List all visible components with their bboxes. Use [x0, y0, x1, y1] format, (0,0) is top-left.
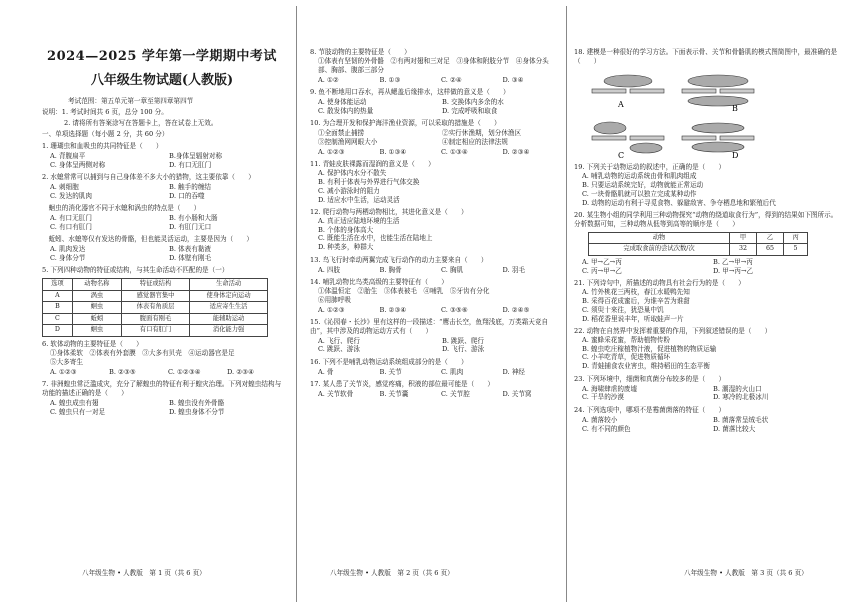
figure-label-d: D: [732, 150, 739, 160]
option-d: D. 稻花香里说丰年，听取蛙声一片: [582, 314, 684, 323]
option-c: C. ①②③④: [168, 367, 201, 376]
question-stem: 23. 下列环境中，细菌和真菌分布较多的是（ ）: [574, 374, 726, 383]
question-4: [42, 235, 282, 263]
muscle-model-c: [588, 116, 668, 160]
section-heading: 一、单项选择题（每小题 2 分，共 60 分）: [42, 129, 169, 138]
exam-note-2: 2. 请将所有答案涂写在答题卡上，答在试卷上无效。: [64, 118, 218, 127]
option-b: B. 采得百花成蜜后，为谁辛苦为谁甜: [582, 296, 690, 305]
option-a: A. 保护体内水分不散失: [318, 168, 387, 177]
question-3: [42, 204, 282, 232]
question-stem: 6. 软体动物的主要特征是（ ）: [42, 340, 143, 349]
option-b: B. 关节囊: [379, 389, 409, 398]
option-c: C. 跳跃、游泳: [318, 345, 360, 354]
question-stem: 10. 为合理开发和保护海洋渔业资源，可以采取的措施是（ ）: [310, 119, 501, 128]
option-c: C. 减小游泳时的阻力: [318, 186, 380, 195]
question-12: [310, 208, 560, 252]
option-b: B. 胸骨: [379, 265, 402, 274]
question-stem: 20. 某生物小组的同学利用三种动物探究“动物的绕道取食行为”，得到的结果如下图所示。分析数据可知，三种动物从低等到高等的顺序是（ ）: [574, 211, 838, 228]
option-b: B. ①③④: [379, 147, 407, 156]
question-2: [42, 173, 282, 201]
option-d: D. 体壁有刚毛: [169, 254, 212, 263]
option-a: A. 甲→乙→丙: [582, 257, 622, 266]
option-b: B. ②③④: [379, 305, 407, 314]
question-stem: 12. 爬行动物与两栖动物相比，其进化意义是（ ）: [310, 207, 468, 216]
muscle-model-d: [678, 116, 758, 160]
option-b: B. 有小肠和大肠: [169, 214, 218, 223]
option-a: A. 哺乳动物的运动系统由骨和肌肉组成: [582, 172, 697, 181]
option-c: C. ①③④: [441, 147, 468, 156]
option-d: D. 有口无肛门: [169, 160, 212, 169]
option-c: C. 一块骨骼肌就可以独立完成某种动作: [582, 189, 697, 198]
question-items: ①体表有坚韧的外骨骼 ②有两对翅和三对足 ③身体和附肢分节 ④身体分头部、胸部、腹部三部分: [318, 56, 549, 74]
question-stem: 7. 非洲蝗虫常泛滥成灾，充分了解蝗虫的特征有利于蝗灾治理。下列对蝗虫结构与功能的描述正确的是（ ）: [42, 380, 282, 397]
exam-title: 2024—2025 学年第一学期期中考试: [47, 49, 277, 64]
table-cell: 涡虫: [72, 290, 121, 302]
option-d: D. 飞行、游泳: [442, 345, 485, 354]
option-b: B. 跳跃、爬行: [442, 336, 485, 345]
option-c: C. 身体呈两侧对称: [50, 160, 106, 169]
option-c: C. ②④: [441, 75, 462, 84]
q20-table: [588, 232, 808, 256]
option-d: D. 甲→丙→乙: [713, 266, 754, 275]
option-c: C. 肌肉: [441, 367, 464, 376]
option-a: A. ①②③: [50, 367, 77, 376]
option-c: C. 身体分节: [50, 254, 86, 263]
q5-table: [42, 278, 268, 337]
table-header-cell: 动物名称: [72, 279, 121, 291]
question-item: ②实行休渔期，划分休渔区: [442, 128, 522, 137]
question-stem: 15.《沁园春・长沙》里有这样的一段描述：“鹰击长空，鱼翔浅底，万类霜天竞自由”，其中涉及的动物运动方式有（ ）: [310, 317, 549, 335]
table-cell: 使身体定向运动: [190, 290, 268, 302]
figure-label-c: C: [618, 150, 625, 160]
option-a: A. 肌肉发达: [50, 245, 86, 254]
question-stem: 18. 建模是一种很好的学习方法。下面表示骨、关节和骨骼肌的模式图简图中，最准确的是（ ）: [574, 48, 838, 65]
question-stem: 17. 某人患了关节炎，感觉疼痛，积液的部位最可能是（ ）: [310, 379, 495, 388]
option-a: A. 竹外桃花三两枝，春江水暖鸭先知: [582, 287, 690, 296]
option-c: C. 散发体内的热量: [318, 106, 374, 115]
column-divider: [296, 6, 297, 602]
question-stem: 24. 下列选项中，哪项不是霉菌菌落的特征（ ）: [574, 405, 726, 414]
option-b: B. 只要运动系统完好，动物就能正常运动: [582, 180, 704, 189]
note-text: 1. 考试时间共 6 页，总分 100 分。: [61, 107, 168, 116]
table-header-cell: 选项: [43, 279, 73, 291]
table-header-cell: 丙: [784, 232, 808, 244]
table-header-cell: 乙: [757, 232, 784, 244]
question-18: [574, 48, 838, 160]
question-item: ③控制渔网网眼大小: [318, 137, 378, 146]
option-d: D. ②④⑤: [502, 305, 530, 314]
table-cell: D: [43, 325, 73, 337]
question-16: [310, 358, 560, 377]
option-c: C. 有不同的颜色: [582, 424, 631, 433]
exam-subtitle: 八年级生物试题(人教版): [90, 72, 234, 88]
question-1: [42, 142, 282, 170]
question-22: [574, 327, 838, 371]
option-b: B. 有利于体表与外界进行气体交换: [318, 177, 420, 186]
option-d: D. 动物的运动有利于寻觅食物、躲避敌害、争夺栖息地和繁殖后代: [582, 198, 776, 207]
table-header-cell: 生命活动: [190, 279, 268, 291]
option-d: D. 有肛门无口: [169, 222, 212, 231]
page-footer: 八年级生物 • 人教版 第 3 页（共 6 页）: [684, 569, 808, 578]
table-cell: 腹面有刚毛: [121, 313, 189, 325]
option-a: A. 飞行、爬行: [318, 336, 360, 345]
exam-scope: 考试范围：第五单元第一章至第四章第四节: [68, 97, 194, 106]
figure-label-b: B: [732, 103, 738, 113]
option-d: D. 神经: [502, 367, 525, 376]
question-14: [310, 278, 560, 315]
option-c: C. 蝗虫只有一对足: [50, 407, 106, 416]
table-header-cell: 甲: [730, 232, 757, 244]
question-stem: 5. 下列四种动物的特征或结构，与其生命活动不匹配的是（一）: [42, 266, 229, 275]
column-divider: [566, 6, 567, 602]
table-cell: 5: [784, 244, 808, 256]
option-c: C. 发达的肌肉: [50, 191, 92, 200]
table-cell: 适应寄生生活: [190, 302, 268, 314]
question-stem: 1. 珊瑚虫和血吸虫的共同特征是（ ）: [42, 142, 163, 151]
table-cell: 完成取食前的尝试次数/次: [589, 244, 730, 256]
question-stem: 21. 下列诗句中，所描述的动物具有社会行为的是（ ）: [574, 278, 745, 287]
option-a: A. 蜜蜂采花蜜，帮助植物传粉: [582, 335, 671, 344]
table-cell: 32: [730, 244, 757, 256]
question-9: [310, 88, 560, 116]
table-cell: 蛔虫: [72, 325, 121, 337]
option-a: A. 菌落较小: [582, 415, 618, 424]
figure-label-a: A: [618, 99, 624, 109]
question-stem: 蛔虫的消化器官不同于水螅和涡虫的特点是（ ）: [42, 204, 201, 213]
option-d: D. ②③④: [502, 147, 530, 156]
muscle-model-a: [588, 69, 668, 113]
page-column-1: [42, 0, 282, 608]
option-c: C. 有口有肛门: [50, 222, 92, 231]
table-cell: 65: [757, 244, 784, 256]
option-a: A. 背腹扁平: [50, 151, 86, 160]
option-a: A. ①②: [318, 75, 339, 84]
question-item: ①全面禁止捕捞: [318, 128, 365, 137]
option-b: B. 交换体内多余的水: [442, 97, 504, 106]
option-d: D. 蝗虫身体不分节: [169, 407, 225, 416]
table-cell: 感觉器官集中: [121, 290, 189, 302]
page-column-3: [574, 0, 838, 608]
option-b: B. 关节: [379, 367, 402, 376]
table-header-row: [589, 232, 808, 244]
option-d: D. 菌落比较大: [713, 424, 756, 433]
question-stem: 11. 青蛙皮肤裸露而湿润的意义是（ ）: [310, 159, 435, 168]
question-24: [574, 406, 838, 434]
question-stem: 蚯蚓、水螅等仅有发达的骨骼，但也能灵活运动，主要是因为（ ）: [42, 235, 253, 244]
table-cell: C: [43, 313, 73, 325]
question-13: [310, 256, 560, 275]
option-c: C. 小羊吃青草，促进物质循环: [582, 353, 671, 362]
table-cell: 蛔虫: [72, 302, 121, 314]
question-stem: 16. 下列不是哺乳动物运动系统组成部分的是（ ）: [310, 357, 468, 366]
question-items: ⑥用肺呼吸: [318, 295, 351, 304]
option-a: A. 骨: [318, 367, 334, 376]
table-cell: 体表有角质层: [121, 302, 189, 314]
table-header-cell: 特征或结构: [121, 279, 189, 291]
q18-figure-row-2: [588, 116, 838, 160]
question-stem: 13. 鸟飞行时牵动两翼完成飞行动作的动力主要来自（ ）: [310, 255, 488, 264]
option-b: B.身体呈辐射对称: [169, 151, 223, 160]
question-19: [574, 163, 838, 207]
page-column-2: [310, 0, 560, 608]
option-b: B. 蝗虫没有外骨骼: [169, 398, 225, 407]
option-c: C. 既能生活在水中，也能生活在陆地上: [318, 234, 433, 243]
option-c: C. 关节腔: [441, 389, 470, 398]
option-c: C. 须臾十来往，犹恐巢中饥: [582, 305, 664, 314]
table-row: [43, 290, 268, 302]
table-cell: B: [43, 302, 73, 314]
question-item: ④制定相应的法律法规: [442, 137, 508, 146]
note-label: 说明：: [42, 107, 62, 116]
option-a: A. ①②③: [318, 305, 345, 314]
option-a: A. 刺细胞: [50, 183, 79, 191]
question-23: [574, 375, 838, 403]
table-row: [589, 244, 808, 256]
option-c: C. 干旱的沙漠: [582, 393, 624, 402]
question-stem: 22. 动物在自然界中发挥着重要的作用，下列叙述错误的是（ ）: [574, 326, 772, 335]
table-cell: 消化能力强: [190, 325, 268, 337]
question-7: [42, 380, 282, 417]
option-d: D. 青蛙捕食农业害虫，维持稻田的生态平衡: [582, 362, 710, 371]
table-row: [43, 325, 268, 337]
question-items: ①体温恒定 ②胎生 ③体表被毛 ④哺乳 ⑤牙齿有分化: [318, 286, 490, 295]
option-b: B. 触手的缠结: [169, 183, 212, 191]
option-d: D. ③④: [502, 75, 524, 84]
question-stem: 2. 水螅常常可以捕到与自己身体差不多大小的猎物，这主要依靠（ ）: [42, 173, 255, 182]
option-d: D. 关节窝: [502, 389, 532, 398]
option-a: A. 关节软骨: [318, 389, 354, 398]
option-d: D. 口的吞噬: [169, 191, 205, 200]
page-footer: 八年级生物 • 人教版 第 2 页（共 6 页）: [330, 569, 454, 578]
question-stem: 8. 节肢动物的主要特征是（ ）: [310, 48, 411, 56]
option-c: C. ③⑤⑥: [441, 305, 468, 314]
table-cell: 能辅助运动: [190, 313, 268, 325]
question-items: ①身体柔软 ②体表有外套膜 ③大多有贝壳 ④运动器官是足: [50, 348, 235, 357]
option-a: A. ①②③: [318, 147, 345, 156]
option-a: A. 真正适应陆地环境的生活: [318, 216, 400, 225]
option-b: B. 体表有黏液: [169, 245, 212, 254]
question-5: [42, 266, 282, 336]
option-b: B. 乙→甲→丙: [713, 257, 753, 266]
option-d: D. 完成呼吸和取食: [442, 106, 498, 115]
option-a: A. 蝗虫成虫有翅: [50, 398, 99, 407]
option-b: B. 蝗虫吃庄稼植物汁液，促进植物的物质运输: [582, 344, 717, 353]
option-a: A. 有口无肛门: [50, 214, 92, 223]
option-b: B. ②③⑤: [109, 367, 136, 376]
page-footer: 八年级生物 • 人教版 第 1 页（共 6 页）: [82, 569, 206, 578]
option-c: C. 丙→甲→乙: [582, 266, 622, 275]
table-cell: 有口有肛门: [121, 325, 189, 337]
option-d: D. ②③④: [227, 367, 254, 376]
question-stem: 19. 下列关于动物运动的叙述中，正确的是（ ）: [574, 163, 726, 172]
question-20: [574, 211, 838, 276]
question-15: [310, 318, 560, 355]
option-a: A. 海啸肆虐的废墟: [582, 384, 638, 393]
option-b: B. ①③: [379, 75, 401, 84]
question-11: [310, 160, 560, 204]
table-header-cell: 动物: [589, 232, 730, 244]
table-row: [43, 313, 268, 325]
table-cell: A: [43, 290, 73, 302]
table-row: [43, 302, 268, 314]
option-d: D. 寒冷的北极冰川: [713, 393, 769, 402]
option-a: A. 使身体能运动: [318, 97, 367, 106]
exam-note-1: [42, 108, 282, 117]
muscle-model-b: [678, 69, 758, 113]
table-cell: 蚯蚓: [72, 313, 121, 325]
question-21: [574, 279, 838, 323]
question-10: [310, 119, 560, 157]
option-b: B. 个体的身体高大: [318, 225, 374, 234]
question-stem: 14. 哺乳动物比鸟类高级的主要特征有（ ）: [310, 277, 448, 286]
question-stem: 9. 鱼不断地用口吞水，再从鳃盖后缘排水，这样做的意义是（ ）: [310, 87, 510, 96]
option-c: C. 胸肌: [441, 265, 464, 274]
option-d: D. 羽毛: [502, 265, 525, 274]
q18-figure-row-1: [588, 69, 838, 113]
option-d: D. 适应水中生活，运动灵活: [318, 195, 400, 204]
table-header-row: [43, 279, 268, 291]
question-8: [310, 48, 560, 85]
option-b: B. 潮湿的火山口: [713, 384, 762, 393]
question-6: [42, 340, 282, 377]
option-b: B. 菌落常呈绒毛状: [713, 415, 769, 424]
option-d: D. 种类多，种群大: [318, 243, 374, 252]
option-a: A. 四肢: [318, 265, 341, 274]
question-17: [310, 380, 560, 399]
question-items: ⑤大多寄生: [50, 357, 83, 366]
